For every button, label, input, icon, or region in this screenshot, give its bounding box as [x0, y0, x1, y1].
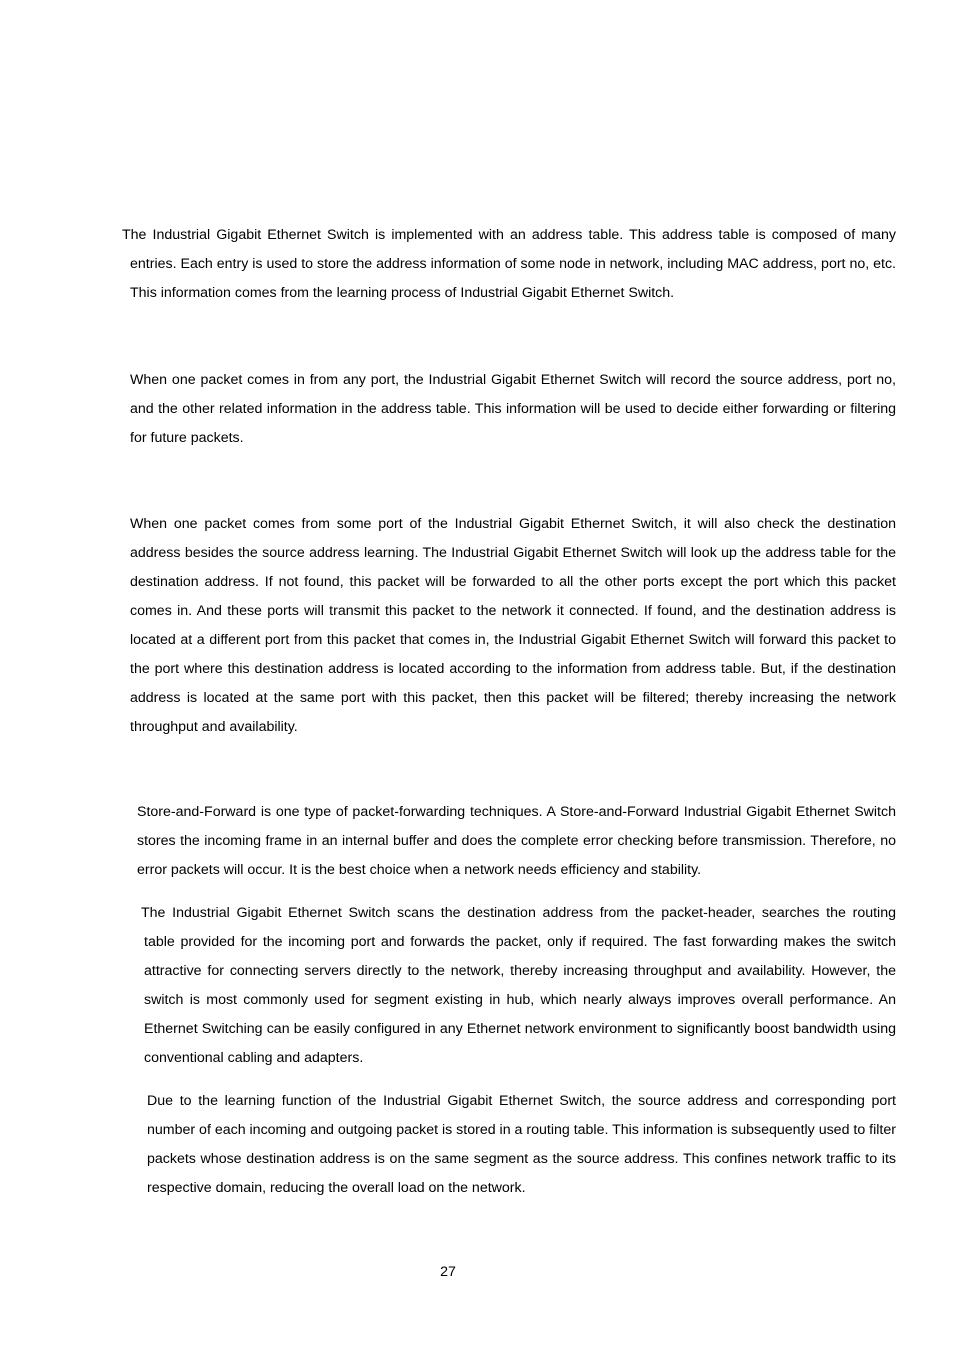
page-number: 27: [440, 1264, 456, 1280]
paragraph-routing-table: Due to the learning function of the Industrial Gigabit Ethernet Switch, the source address and corresponding port number of each incoming and outgoing packet is stored in a routing table. This information is subsequently used to filter packets whose destination address is on the same segment as the source address. This confines network traffic to its respective domain, reducing the overall load on the network.: [147, 1093, 896, 1196]
paragraph-forwarding-filtering: When one packet comes from some port of the Industrial Gigabit Ethernet Switch, it will also check the destination address besides the source address learning. The Industrial Gigabit Ethernet Switch will look up the address table for the destination address. If not found, this packet will be forwarded to all the other ports except the port which this packet comes in. And these ports will transmit this packet to the network it connected. If found, and the destination address is located at a different port from this packet that comes in, the Industrial Gigabit Ethernet Switch will forward this packet to the port where this destination address is located according to the information from address table. But, if the destination address is located at the same port with this packet, then this packet will be filtered; thereby increasing the network throughput and availability.: [130, 516, 896, 735]
paragraph-store-and-forward: Store-and-Forward is one type of packet-forwarding techniques. A Store-and-Forward Industrial Gigabit Ethernet Switch stores the incoming frame in an internal buffer and does the complete error checking before transmission. Therefore, no error packets will occur. It is the best choice when a network needs efficiency and stability.: [137, 804, 896, 878]
paragraph-scanning-line1: The Industrial Gigabit Ethernet Switch scans the destination address from the packet-header, searches the routing: [141, 905, 896, 921]
paragraph-address-table-line1: The Industrial Gigabit Ethernet Switch is implemented with an address table. This address table is composed of many: [122, 227, 896, 243]
paragraph-scanning: [141, 899, 896, 1073]
paragraph-address-table: [122, 221, 896, 308]
paragraph-learning: When one packet comes in from any port, the Industrial Gigabit Ethernet Switch will record the source address, port no, and the other related information in the address table. This information will be used to decide either forwarding or filtering for future packets.: [130, 372, 896, 446]
paragraph-scanning-continued: table provided for the incoming port and forwards the packet, only if required. The fast forwarding makes the switch attractive for connecting servers directly to the network, thereby increasing throughput and availability. However, the switch is most commonly used for segment existing in hub, which nearly always improves overall performance. An Ethernet Switching can be easily configured in any Ethernet network environment to significantly boost bandwidth using conventional cabling and adapters.: [144, 934, 896, 1066]
paragraph-address-table-continued: entries. Each entry is used to store the address information of some node in network, including MAC address, port no, etc. This information comes from the learning process of Industrial Gigabit Ethernet Switch.: [130, 256, 896, 301]
